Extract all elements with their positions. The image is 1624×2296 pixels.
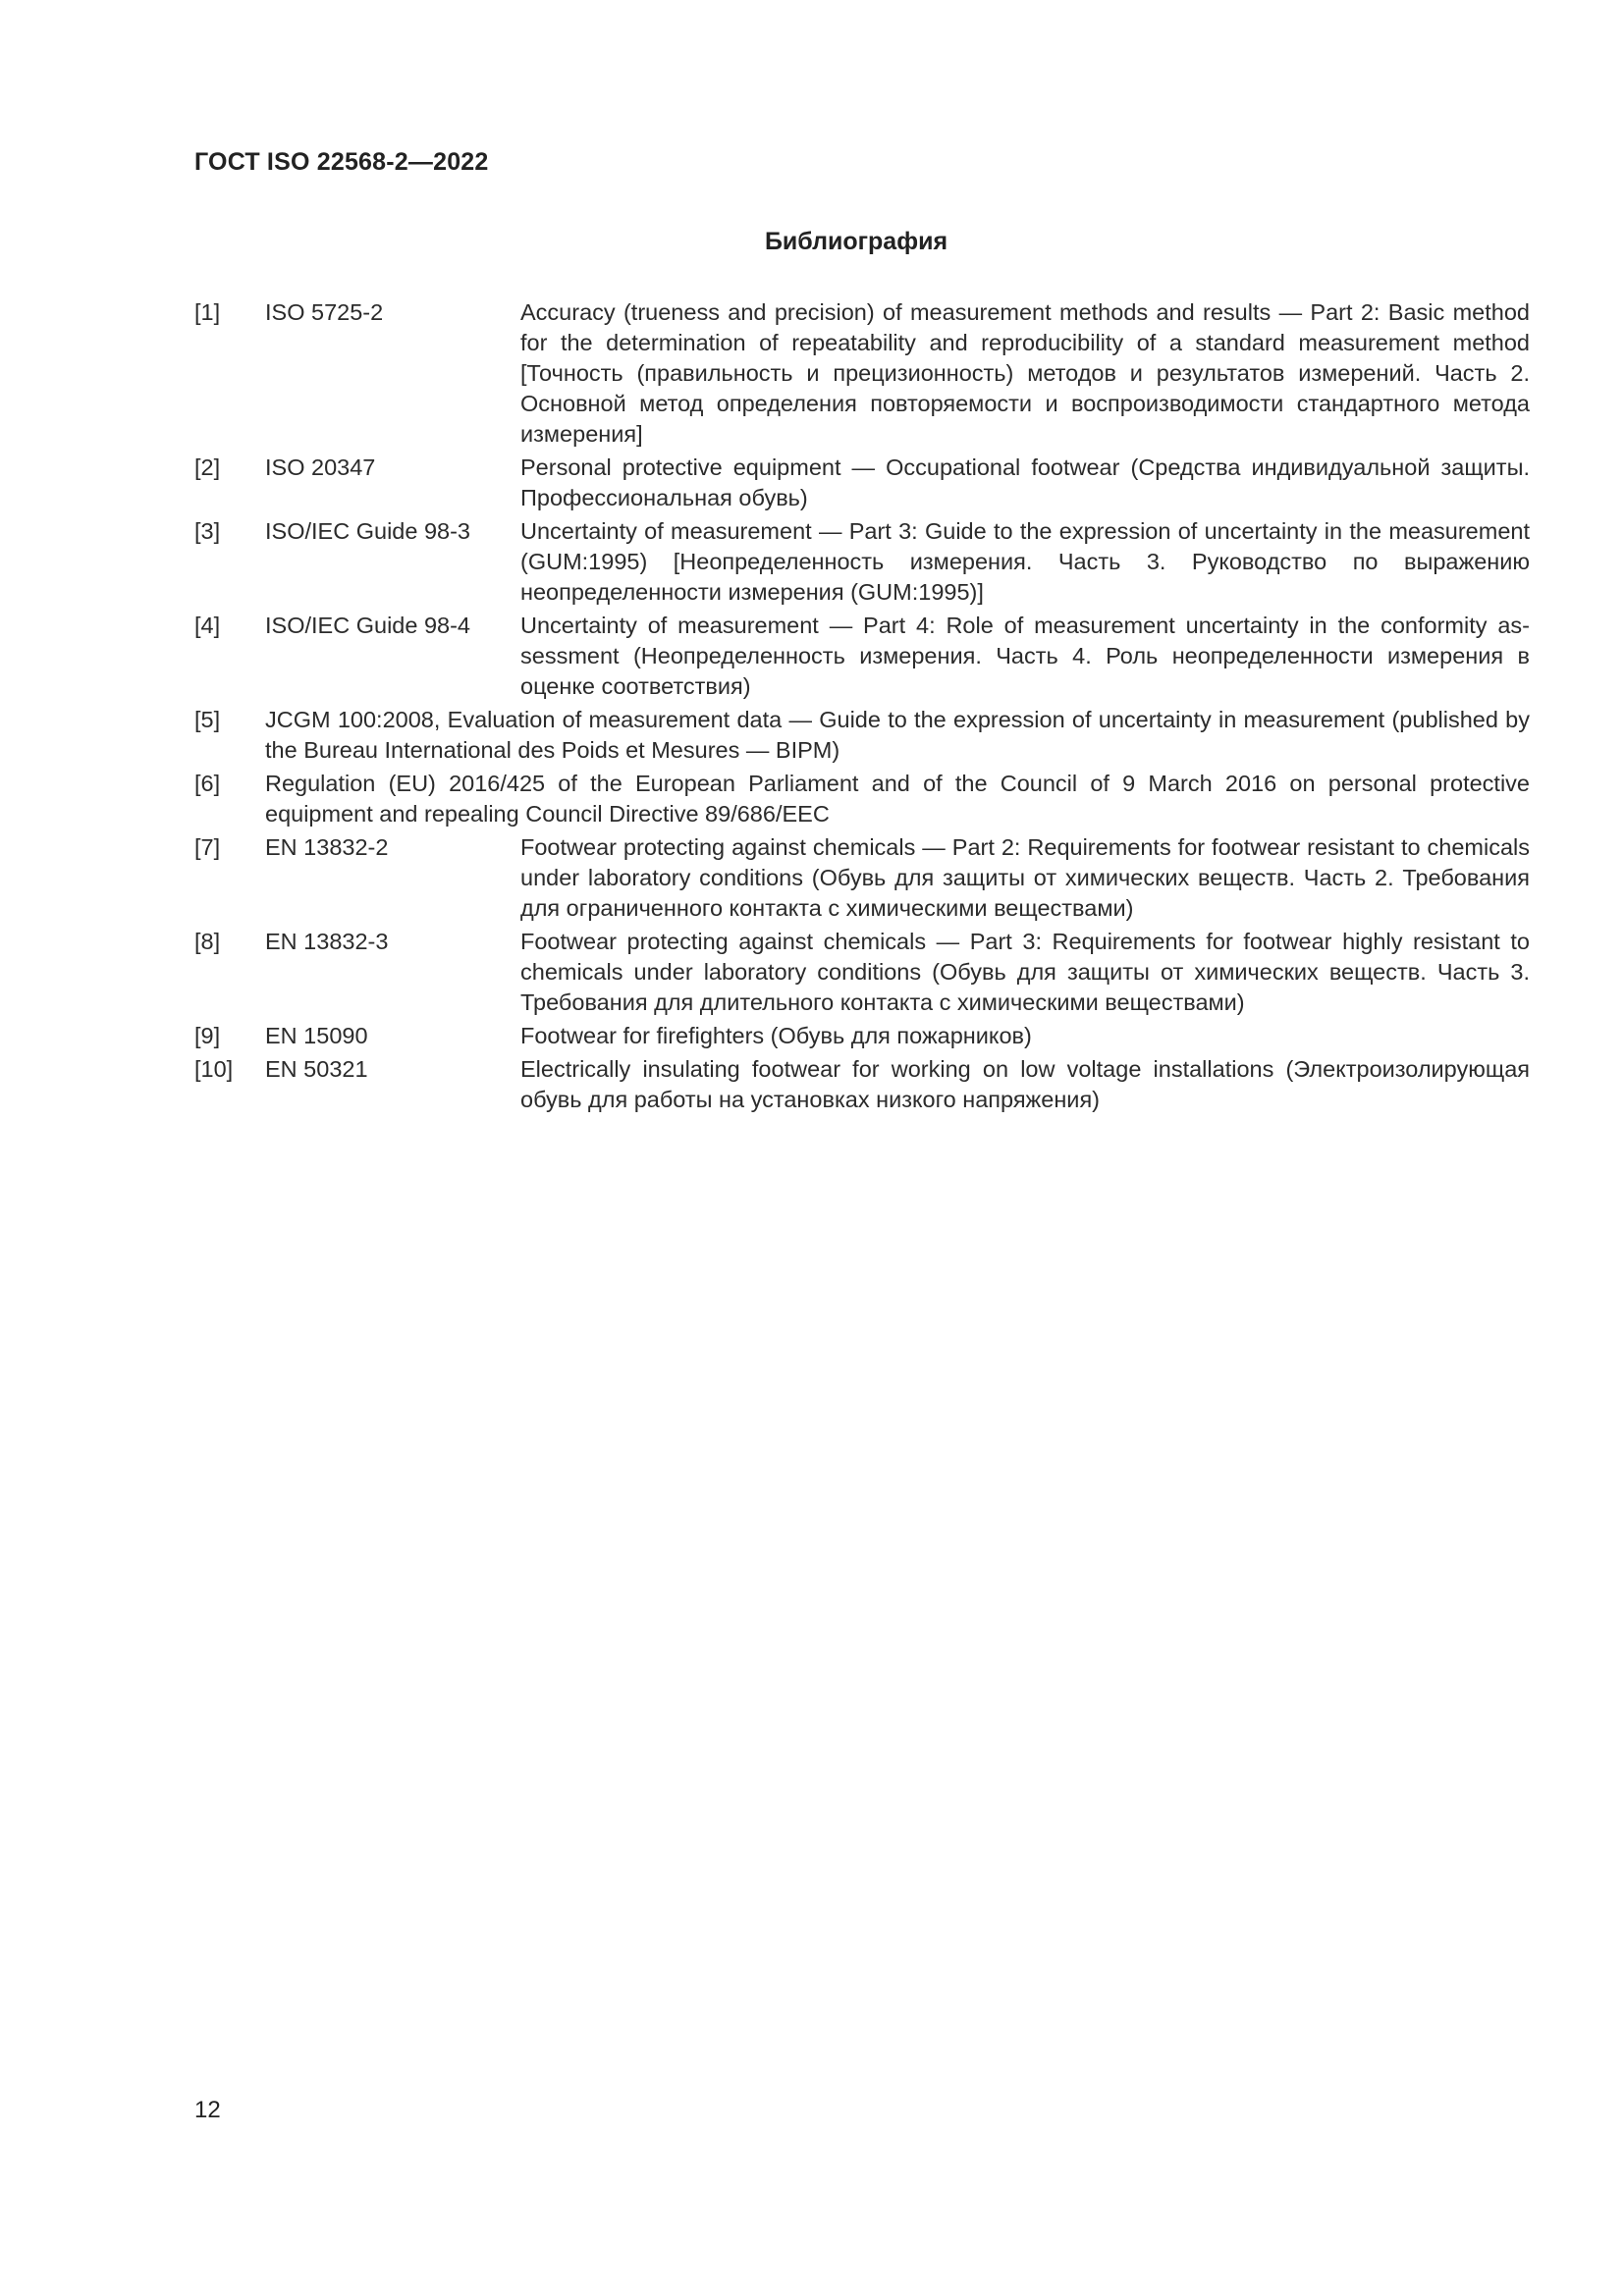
reference-item xyxy=(194,297,1530,450)
document-header: ГОСТ ISO 22568-2—2022 xyxy=(194,148,489,176)
reference-title: Footwear protecting against chemicals — Part 3: Requirements for footwear highly resistant to chemicals under laboratory conditions (Обувь для защиты от химических веществ. Часть 3. Требования для длительного контакта с химическими веществами) xyxy=(520,929,1530,1015)
reference-title: Accuracy (trueness and precision) of measurement methods and results — Part 2: Basic method for the determination of repeatability and reproducibility of a standard measurement method [Точность (правильность и прецизионность) методов и результатов измерений. Часть 2. Основной метод определения повторяемости и воспроизводимости стандартного метода измерения] xyxy=(520,299,1530,447)
reference-title: JCGM 100:2008, Evaluation of measurement data — Guide to the expression of uncertainty in measurement (published by the Bureau International des Poids et Mesures — BIPM) xyxy=(265,707,1530,763)
reference-number: [10] xyxy=(194,1056,234,1082)
reference-number: [1] xyxy=(194,299,221,325)
reference-item xyxy=(194,927,1530,1018)
reference-title: Personal protective equipment — Occupational footwear (Средства индивидуальной защиты. Профессиональная обувь) xyxy=(520,454,1530,510)
reference-title: Regulation (EU) 2016/425 of the European Parliament and of the Council of 9 March 2016 on personal protective equipment and repealing Council Directive 89/686/EEC xyxy=(265,771,1530,827)
reference-title: Footwear protecting against chemicals — Part 2: Requirements for footwear resistant to chemicals under laboratory conditions (Обувь для защиты от химических веществ. Часть 2. Требования для ограниченного контакта с химическими веществами) xyxy=(520,834,1530,921)
reference-title: Footwear for firefighters (Обувь для пожарников) xyxy=(520,1023,1032,1048)
reference-code: ISO 20347 xyxy=(265,454,376,480)
reference-item xyxy=(194,1054,1530,1115)
reference-number: [7] xyxy=(194,834,221,860)
page-number: 12 xyxy=(194,2097,221,2123)
reference-number: [5] xyxy=(194,707,221,732)
reference-number: [4] xyxy=(194,613,221,638)
reference-code: EN 50321 xyxy=(265,1056,368,1082)
reference-code: ISO 5725-2 xyxy=(265,299,384,325)
reference-number: [8] xyxy=(194,929,221,954)
reference-code: EN 13832-3 xyxy=(265,929,389,954)
reference-item xyxy=(194,1021,1530,1051)
reference-code: ISO/IEC Guide 98-4 xyxy=(265,613,470,638)
reference-item xyxy=(194,516,1530,608)
bibliography-list xyxy=(194,297,1530,1115)
reference-title: Electrically insulating footwear for working on low voltage installations (Электроизолирующая обувь для работы на установках низкого напряжения) xyxy=(520,1056,1530,1112)
reference-item xyxy=(194,832,1530,924)
reference-title: Uncertainty of measurement — Part 3: Guide to the expression of uncertainty in the measurement (GUM:1995) [Неопределенность измерения. Часть 3. Руководство по выражению неопределенности измерения (GUM:1995)] xyxy=(520,518,1530,605)
reference-title: Uncertainty of measurement — Part 4: Role of measurement uncertainty in the conformity assessment (Неопределенность измерения. Часть 4. Роль неопределенности измерения в оценке соответствия) xyxy=(520,613,1530,699)
reference-number: [2] xyxy=(194,454,221,480)
reference-item xyxy=(194,611,1530,702)
reference-item xyxy=(194,705,1530,766)
reference-item xyxy=(194,769,1530,829)
reference-number: [9] xyxy=(194,1023,221,1048)
section-title: Библиография xyxy=(764,228,948,255)
reference-item xyxy=(194,453,1530,513)
reference-code: EN 15090 xyxy=(265,1023,368,1048)
reference-number: [6] xyxy=(194,771,221,796)
reference-number: [3] xyxy=(194,518,221,544)
reference-code: ISO/IEC Guide 98-3 xyxy=(265,518,470,544)
reference-code: EN 13832-2 xyxy=(265,834,389,860)
